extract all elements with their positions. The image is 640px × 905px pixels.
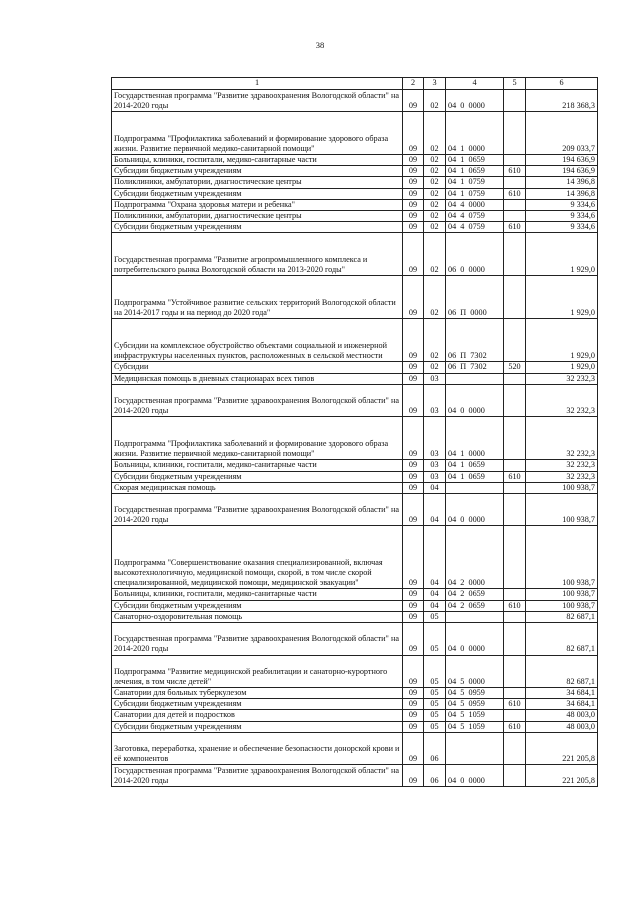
row-expense-type-cell xyxy=(504,211,526,222)
row-subsection-cell: 06 xyxy=(424,765,446,787)
table-row xyxy=(112,155,598,166)
row-target-article-cell xyxy=(446,373,504,384)
row-amount-cell: 1 929,0 xyxy=(526,319,598,362)
row-expense-type-cell xyxy=(504,589,526,600)
row-target-article-cell: 04 2 0659 xyxy=(446,589,504,600)
row-name-cell: Государственная программа "Развитие здравоохранения Вологодской области" на 2014-2020 годы xyxy=(112,493,403,526)
row-subsection-cell: 05 xyxy=(424,655,446,688)
row-subsection-cell: 03 xyxy=(424,460,446,471)
table-row xyxy=(112,112,598,155)
row-section-cell: 09 xyxy=(403,177,424,188)
row-amount-cell: 34 684,1 xyxy=(526,688,598,699)
table-row xyxy=(112,688,598,699)
row-expense-type-cell xyxy=(504,493,526,526)
row-target-article-cell: 06 П 7302 xyxy=(446,362,504,373)
table-row xyxy=(112,166,598,177)
row-expense-type-cell: 610 xyxy=(504,222,526,233)
row-target-article-cell: 04 1 0659 xyxy=(446,471,504,482)
row-target-article-cell: 04 4 0000 xyxy=(446,199,504,210)
row-subsection-cell: 02 xyxy=(424,199,446,210)
row-subsection-cell: 03 xyxy=(424,373,446,384)
row-section-cell: 09 xyxy=(403,373,424,384)
row-name-cell: Больницы, клиники, госпитали, медико-санитарные части xyxy=(112,589,403,600)
row-target-article-cell: 04 1 0659 xyxy=(446,155,504,166)
row-amount-cell: 100 938,7 xyxy=(526,493,598,526)
row-section-cell: 09 xyxy=(403,155,424,166)
table-row xyxy=(112,710,598,721)
table-row xyxy=(112,90,598,112)
row-section-cell: 09 xyxy=(403,710,424,721)
row-subsection-cell: 02 xyxy=(424,177,446,188)
row-expense-type-cell xyxy=(504,526,526,589)
row-subsection-cell: 02 xyxy=(424,211,446,222)
row-target-article-cell: 04 5 0959 xyxy=(446,688,504,699)
row-subsection-cell: 02 xyxy=(424,112,446,155)
row-name-cell: Поликлиники, амбулатории, диагностические центры xyxy=(112,211,403,222)
row-expense-type-cell xyxy=(504,155,526,166)
row-expense-type-cell xyxy=(504,611,526,622)
row-target-article-cell: 04 0 0000 xyxy=(446,384,504,417)
row-subsection-cell: 05 xyxy=(424,699,446,710)
row-amount-cell: 1 929,0 xyxy=(526,362,598,373)
row-expense-type-cell: 610 xyxy=(504,166,526,177)
row-subsection-cell: 05 xyxy=(424,710,446,721)
row-target-article-cell: 04 4 0759 xyxy=(446,211,504,222)
row-section-cell: 09 xyxy=(403,732,424,765)
row-expense-type-cell xyxy=(504,177,526,188)
row-target-article-cell: 04 1 0759 xyxy=(446,177,504,188)
row-amount-cell: 221 205,8 xyxy=(526,765,598,787)
row-amount-cell: 1 929,0 xyxy=(526,233,598,276)
row-name-cell: Субсидии бюджетным учреждениям xyxy=(112,721,403,732)
row-target-article-cell: 04 0 0000 xyxy=(446,90,504,112)
table-row xyxy=(112,276,598,319)
row-target-article-cell: 04 5 1059 xyxy=(446,710,504,721)
row-expense-type-cell: 610 xyxy=(504,721,526,732)
row-subsection-cell: 02 xyxy=(424,222,446,233)
row-subsection-cell: 02 xyxy=(424,233,446,276)
table-row xyxy=(112,373,598,384)
row-section-cell: 09 xyxy=(403,460,424,471)
row-section-cell: 09 xyxy=(403,493,424,526)
table-row xyxy=(112,482,598,493)
row-amount-cell: 14 396,8 xyxy=(526,188,598,199)
table-row xyxy=(112,611,598,622)
row-amount-cell: 194 636,9 xyxy=(526,166,598,177)
row-expense-type-cell xyxy=(504,112,526,155)
row-subsection-cell: 02 xyxy=(424,319,446,362)
row-section-cell: 09 xyxy=(403,222,424,233)
row-name-cell: Субсидии бюджетным учреждениям xyxy=(112,222,403,233)
row-target-article-cell: 04 4 0759 xyxy=(446,222,504,233)
row-expense-type-cell: 610 xyxy=(504,600,526,611)
table-row xyxy=(112,188,598,199)
col-header-2: 2 xyxy=(403,78,424,90)
row-amount-cell: 82 687,1 xyxy=(526,623,598,656)
row-amount-cell: 218 368,3 xyxy=(526,90,598,112)
row-name-cell: Подпрограмма "Профилактика заболеваний и формирование здорового образа жизни. Развитие первичной медико-санитарной помощи" xyxy=(112,112,403,155)
table-row xyxy=(112,623,598,656)
table-body xyxy=(112,90,598,787)
table-row xyxy=(112,732,598,765)
row-amount-cell: 9 334,6 xyxy=(526,211,598,222)
row-amount-cell: 100 938,7 xyxy=(526,526,598,589)
table-row xyxy=(112,211,598,222)
row-expense-type-cell xyxy=(504,710,526,721)
row-expense-type-cell xyxy=(504,732,526,765)
row-section-cell: 09 xyxy=(403,699,424,710)
table-row xyxy=(112,721,598,732)
row-target-article-cell: 04 5 0000 xyxy=(446,655,504,688)
row-subsection-cell: 03 xyxy=(424,471,446,482)
row-name-cell: Подпрограмма "Устойчивое развитие сельских территорий Вологодской области на 2014-2017 годы и на период до 2020 года" xyxy=(112,276,403,319)
row-amount-cell: 100 938,7 xyxy=(526,589,598,600)
row-expense-type-cell xyxy=(504,276,526,319)
row-expense-type-cell xyxy=(504,655,526,688)
header-row xyxy=(112,78,598,90)
table-row xyxy=(112,765,598,787)
col-header-3: 3 xyxy=(424,78,446,90)
row-amount-cell: 194 636,9 xyxy=(526,155,598,166)
row-name-cell: Государственная программа "Развитие агропромышленного комплекса и потребительского рынка Вологодской области на 2013-2020 годы" xyxy=(112,233,403,276)
row-section-cell: 09 xyxy=(403,319,424,362)
row-name-cell: Субсидии на комплексное обустройство объектами социальной и инженерной инфраструктуры населенных пунктов, расположенных в сельской местности xyxy=(112,319,403,362)
row-section-cell: 09 xyxy=(403,233,424,276)
row-section-cell: 09 xyxy=(403,589,424,600)
row-expense-type-cell: 610 xyxy=(504,188,526,199)
row-section-cell: 09 xyxy=(403,611,424,622)
row-section-cell: 09 xyxy=(403,211,424,222)
row-subsection-cell: 05 xyxy=(424,623,446,656)
row-section-cell: 09 xyxy=(403,276,424,319)
row-amount-cell: 32 232,3 xyxy=(526,373,598,384)
row-subsection-cell: 02 xyxy=(424,166,446,177)
row-target-article-cell: 04 1 0659 xyxy=(446,460,504,471)
row-target-article-cell xyxy=(446,611,504,622)
row-name-cell: Подпрограмма "Совершенствование оказания специализированной, включая высокотехнологичную, медицинской помощи, скорой, в том числе скорой специализированной, медицинской помощи, медицинской эвакуации" xyxy=(112,526,403,589)
row-amount-cell: 32 232,3 xyxy=(526,417,598,460)
table-row xyxy=(112,589,598,600)
row-target-article-cell xyxy=(446,732,504,765)
row-expense-type-cell xyxy=(504,688,526,699)
table-row xyxy=(112,655,598,688)
row-amount-cell: 32 232,3 xyxy=(526,460,598,471)
row-subsection-cell: 05 xyxy=(424,611,446,622)
row-name-cell: Подпрограмма "Профилактика заболеваний и формирование здорового образа жизни. Развитие первичной медико-санитарной помощи" xyxy=(112,417,403,460)
row-target-article-cell: 06 0 0000 xyxy=(446,233,504,276)
row-name-cell: Государственная программа "Развитие здравоохранения Вологодской области" на 2014-2020 годы xyxy=(112,623,403,656)
row-section-cell: 09 xyxy=(403,526,424,589)
row-amount-cell: 209 033,7 xyxy=(526,112,598,155)
row-name-cell: Санатории для больных туберкулезом xyxy=(112,688,403,699)
table-row xyxy=(112,233,598,276)
row-name-cell: Субсидии бюджетным учреждениям xyxy=(112,188,403,199)
row-section-cell: 09 xyxy=(403,188,424,199)
row-subsection-cell: 04 xyxy=(424,589,446,600)
row-subsection-cell: 02 xyxy=(424,188,446,199)
row-target-article-cell: 04 1 0000 xyxy=(446,417,504,460)
row-target-article-cell: 04 5 0959 xyxy=(446,699,504,710)
table-row xyxy=(112,222,598,233)
row-amount-cell: 221 205,8 xyxy=(526,732,598,765)
row-expense-type-cell xyxy=(504,199,526,210)
row-section-cell: 09 xyxy=(403,90,424,112)
table-row xyxy=(112,417,598,460)
row-name-cell: Субсидии бюджетным учреждениям xyxy=(112,471,403,482)
row-target-article-cell: 04 1 0000 xyxy=(446,112,504,155)
row-subsection-cell: 02 xyxy=(424,155,446,166)
row-amount-cell: 34 684,1 xyxy=(526,699,598,710)
row-name-cell: Медицинская помощь в дневных стационарах всех типов xyxy=(112,373,403,384)
table-row xyxy=(112,600,598,611)
table-row xyxy=(112,471,598,482)
row-subsection-cell: 02 xyxy=(424,276,446,319)
row-name-cell: Субсидии бюджетным учреждениям xyxy=(112,600,403,611)
table-row xyxy=(112,699,598,710)
row-amount-cell: 32 232,3 xyxy=(526,471,598,482)
row-name-cell: Субсидии xyxy=(112,362,403,373)
row-amount-cell: 48 003,0 xyxy=(526,721,598,732)
row-subsection-cell: 06 xyxy=(424,732,446,765)
row-expense-type-cell xyxy=(504,319,526,362)
row-target-article-cell: 04 0 0000 xyxy=(446,493,504,526)
row-section-cell: 09 xyxy=(403,417,424,460)
row-expense-type-cell xyxy=(504,384,526,417)
row-section-cell: 09 xyxy=(403,166,424,177)
row-target-article-cell: 06 П 7302 xyxy=(446,319,504,362)
row-target-article-cell: 04 2 0000 xyxy=(446,526,504,589)
row-name-cell: Больницы, клиники, госпитали, медико-санитарные части xyxy=(112,155,403,166)
row-expense-type-cell xyxy=(504,460,526,471)
row-name-cell: Подпрограмма "Развитие медицинской реабилитации и санаторно-курортного лечения, в том числе детей" xyxy=(112,655,403,688)
row-amount-cell: 9 334,6 xyxy=(526,199,598,210)
row-subsection-cell: 04 xyxy=(424,600,446,611)
row-name-cell: Субсидии бюджетным учреждениям xyxy=(112,166,403,177)
row-expense-type-cell: 520 xyxy=(504,362,526,373)
col-header-5: 5 xyxy=(504,78,526,90)
row-amount-cell: 100 938,7 xyxy=(526,482,598,493)
row-expense-type-cell xyxy=(504,482,526,493)
row-expense-type-cell xyxy=(504,90,526,112)
row-section-cell: 09 xyxy=(403,655,424,688)
row-target-article-cell: 04 1 0659 xyxy=(446,166,504,177)
row-amount-cell: 14 396,8 xyxy=(526,177,598,188)
table-row xyxy=(112,362,598,373)
row-subsection-cell: 05 xyxy=(424,721,446,732)
row-name-cell: Санаторно-оздоровительная помощь xyxy=(112,611,403,622)
row-subsection-cell: 03 xyxy=(424,417,446,460)
row-amount-cell: 82 687,1 xyxy=(526,655,598,688)
row-name-cell: Государственная программа "Развитие здравоохранения Вологодской области" на 2014-2020 годы xyxy=(112,384,403,417)
row-target-article-cell: 04 0 0000 xyxy=(446,765,504,787)
row-expense-type-cell: 610 xyxy=(504,699,526,710)
row-name-cell: Субсидии бюджетным учреждениям xyxy=(112,699,403,710)
row-target-article-cell xyxy=(446,482,504,493)
table-row xyxy=(112,199,598,210)
row-section-cell: 09 xyxy=(403,765,424,787)
row-subsection-cell: 04 xyxy=(424,526,446,589)
table-row xyxy=(112,493,598,526)
row-subsection-cell: 04 xyxy=(424,493,446,526)
row-amount-cell: 1 929,0 xyxy=(526,276,598,319)
row-subsection-cell: 04 xyxy=(424,482,446,493)
row-section-cell: 09 xyxy=(403,112,424,155)
row-expense-type-cell: 610 xyxy=(504,471,526,482)
table-row xyxy=(112,526,598,589)
row-section-cell: 09 xyxy=(403,384,424,417)
row-target-article-cell: 04 1 0759 xyxy=(446,188,504,199)
table-row xyxy=(112,460,598,471)
page-number: 38 xyxy=(315,40,325,50)
row-target-article-cell: 04 5 1059 xyxy=(446,721,504,732)
row-amount-cell: 32 232,3 xyxy=(526,384,598,417)
row-name-cell: Поликлиники, амбулатории, диагностические центры xyxy=(112,177,403,188)
row-expense-type-cell xyxy=(504,623,526,656)
row-name-cell: Подпрограмма "Охрана здоровья матери и ребенка" xyxy=(112,199,403,210)
row-section-cell: 09 xyxy=(403,600,424,611)
row-name-cell: Скорая медицинская помощь xyxy=(112,482,403,493)
table-row xyxy=(112,177,598,188)
row-subsection-cell: 02 xyxy=(424,362,446,373)
row-target-article-cell: 04 2 0659 xyxy=(446,600,504,611)
row-amount-cell: 9 334,6 xyxy=(526,222,598,233)
row-section-cell: 09 xyxy=(403,482,424,493)
row-subsection-cell: 02 xyxy=(424,90,446,112)
row-section-cell: 09 xyxy=(403,623,424,656)
row-expense-type-cell xyxy=(504,233,526,276)
row-subsection-cell: 05 xyxy=(424,688,446,699)
row-amount-cell: 48 003,0 xyxy=(526,710,598,721)
table-row xyxy=(112,384,598,417)
row-section-cell: 09 xyxy=(403,688,424,699)
col-header-4: 4 xyxy=(446,78,504,90)
row-name-cell: Больницы, клиники, госпитали, медико-санитарные части xyxy=(112,460,403,471)
row-subsection-cell: 03 xyxy=(424,384,446,417)
row-name-cell: Государственная программа "Развитие здравоохранения Вологодской области" на 2014-2020 годы xyxy=(112,90,403,112)
row-target-article-cell: 06 П 0000 xyxy=(446,276,504,319)
row-expense-type-cell xyxy=(504,373,526,384)
row-section-cell: 09 xyxy=(403,199,424,210)
row-section-cell: 09 xyxy=(403,362,424,373)
budget-table xyxy=(111,77,598,787)
col-header-1: 1 xyxy=(112,78,403,90)
row-amount-cell: 100 938,7 xyxy=(526,600,598,611)
row-name-cell: Заготовка, переработка, хранение и обеспечение безопасности донорской крови и её компонентов xyxy=(112,732,403,765)
row-section-cell: 09 xyxy=(403,721,424,732)
row-section-cell: 09 xyxy=(403,471,424,482)
row-amount-cell: 82 687,1 xyxy=(526,611,598,622)
table-row xyxy=(112,319,598,362)
row-expense-type-cell xyxy=(504,417,526,460)
row-name-cell: Государственная программа "Развитие здравоохранения Вологодской области" на 2014-2020 годы xyxy=(112,765,403,787)
row-target-article-cell: 04 0 0000 xyxy=(446,623,504,656)
row-name-cell: Санатории для детей и подростков xyxy=(112,710,403,721)
col-header-6: 6 xyxy=(526,78,598,90)
row-expense-type-cell xyxy=(504,765,526,787)
